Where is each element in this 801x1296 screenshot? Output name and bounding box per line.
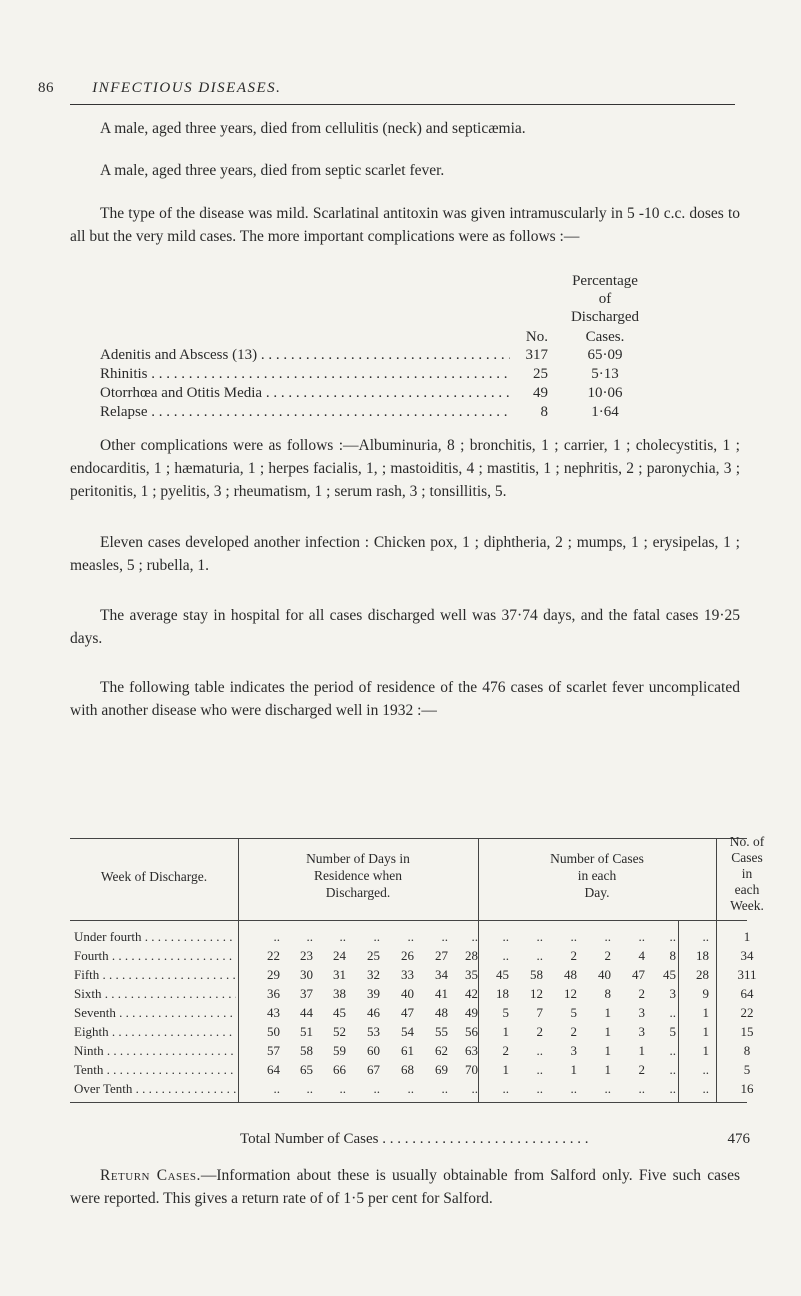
week-row-label: Sixth . . .	[74, 986, 236, 1002]
case-cell: 1	[702, 1005, 709, 1020]
case-cell: 5	[502, 1005, 509, 1020]
complication-no: 8	[510, 404, 548, 421]
day-cell: ..	[373, 929, 380, 944]
paragraph-6: The average stay in hospital for all cases discharged well was 37·74 days, and the fatal cases 19·25 days.	[70, 607, 740, 647]
case-cell: 1	[604, 1024, 611, 1039]
case-cell: 9	[702, 986, 709, 1001]
day-cell: 31	[333, 967, 346, 982]
header-no-line2: Cases	[731, 850, 763, 865]
case-cell: ..	[502, 1081, 509, 1096]
header-cases-each-week	[716, 834, 778, 914]
complication-label: Otorrhœa and Otitis Media . . .	[100, 385, 510, 402]
day-cell: 64	[267, 1062, 280, 1077]
day-cell: 50	[267, 1024, 280, 1039]
case-cell: ..	[669, 929, 676, 944]
day-cell: ..	[306, 929, 313, 944]
header-no-line3: in	[741, 866, 753, 881]
day-cell: 48	[435, 1005, 448, 1020]
complication-pct: 65·09	[587, 347, 623, 363]
day-cell: ..	[441, 1081, 448, 1096]
header-days-line1: Number of Days in	[306, 851, 410, 866]
day-cell: 56	[465, 1024, 478, 1039]
day-cell: 69	[435, 1062, 448, 1077]
day-cell: 43	[267, 1005, 280, 1020]
complication-pct: 5·13	[591, 366, 619, 382]
week-total-cell: 34	[740, 948, 754, 963]
discharge-week-table	[70, 834, 765, 1123]
case-cell: 2	[570, 1024, 577, 1039]
case-cell: 2	[502, 1043, 509, 1058]
case-cell: ..	[536, 1062, 543, 1077]
day-cell: 24	[333, 948, 346, 963]
case-cell: ..	[536, 929, 543, 944]
case-cell: ..	[604, 1081, 611, 1096]
case-cell: 3	[570, 1043, 577, 1058]
day-cell: 45	[333, 1005, 346, 1020]
day-cell: 34	[435, 967, 448, 982]
day-cell: 38	[333, 986, 346, 1001]
case-cell: ..	[702, 1081, 709, 1096]
day-cell: 22	[267, 948, 280, 963]
case-cell: 8	[669, 948, 676, 963]
case-cell: ..	[669, 1005, 676, 1020]
case-cell: 1	[604, 1005, 611, 1020]
header-cases-line2: in each	[577, 868, 617, 883]
paragraph-7: The following table indicates the period of residence of the 476 cases of scarlet fever uncomplicated with another disease who were discharged well in 1932 :—	[70, 679, 740, 719]
complication-no: 317	[510, 347, 548, 364]
day-cell: 33	[401, 967, 414, 982]
case-cell: 40	[598, 967, 611, 982]
day-cell: 49	[465, 1005, 478, 1020]
day-cell: 41	[435, 986, 448, 1001]
table-bottom-rule	[70, 1102, 747, 1103]
day-cell: 70	[465, 1062, 478, 1077]
case-cell: ..	[638, 929, 645, 944]
case-cell: 1	[502, 1024, 509, 1039]
day-cell: 61	[401, 1043, 414, 1058]
week-total-cell: 64	[740, 986, 754, 1001]
case-cell: ..	[502, 948, 509, 963]
case-cell: ..	[536, 1043, 543, 1058]
day-cell: 42	[465, 986, 478, 1001]
case-cell: ..	[536, 948, 543, 963]
total-leader: . . . . . . . . . . . . . . . . . . . . . . . . . . . .	[378, 1131, 589, 1147]
complication-row	[100, 404, 740, 426]
return-cases-paragraph	[70, 1164, 740, 1210]
header-rule	[70, 104, 735, 105]
case-cell: ..	[570, 1081, 577, 1096]
week-row-label: Fourth . . .	[74, 948, 236, 964]
pct-header-line1: Percentage	[572, 273, 638, 289]
day-cell: 39	[367, 986, 380, 1001]
case-cell: ..	[604, 929, 611, 944]
case-cell: 2	[536, 1024, 543, 1039]
day-cell: 63	[465, 1043, 478, 1058]
complication-label: Adenitis and Abscess (13) . . .	[100, 347, 510, 364]
week-row-label: Seventh . . .	[74, 1005, 236, 1021]
day-cell: ..	[273, 929, 280, 944]
table-top-rule	[70, 838, 747, 839]
total-line	[240, 1131, 760, 1148]
complication-pct: 1·64	[591, 404, 619, 420]
case-cell: 8	[604, 986, 611, 1001]
case-cell: 7	[536, 1005, 543, 1020]
pct-header-line2: of	[598, 291, 612, 307]
day-cell: ..	[273, 1081, 280, 1096]
day-cell: ..	[441, 929, 448, 944]
col-percentage-header	[555, 272, 655, 326]
header-week-of-discharge: Week of Discharge.	[100, 869, 208, 884]
case-cell: 2	[638, 986, 645, 1001]
week-row-label: Fifth . . .	[74, 967, 236, 983]
day-cell: 59	[333, 1043, 346, 1058]
day-cell: 29	[267, 967, 280, 982]
week-total-cell: 8	[743, 1043, 751, 1058]
case-cell: 1	[702, 1024, 709, 1039]
case-cell: 12	[530, 986, 543, 1001]
paragraph-2: A male, aged three years, died from septic scarlet fever.	[100, 162, 445, 179]
case-cell: ..	[702, 929, 709, 944]
day-cell: 23	[300, 948, 313, 963]
case-cell: 58	[530, 967, 543, 982]
complication-label: Relapse . . .	[100, 404, 510, 421]
return-cases-text: —Information about these is usually obtainable from Salford only. Five such cases were reported. This gives a return rate of of 1·5 per cent for Salford.	[70, 1167, 740, 1207]
week-total-cell: 1	[743, 929, 751, 944]
header-no-line4: each	[734, 882, 760, 897]
day-cell: ..	[373, 1081, 380, 1096]
header-cases-each-day	[478, 850, 716, 901]
paragraph-5: Eleven cases developed another infection : Chicken pox, 1 ; diphtheria, 2 ; mumps, 1 ; erysipelas, 1 ; measles, 5 ; rubella, 1.	[70, 534, 740, 574]
day-cell: 35	[465, 967, 478, 982]
week-row-label: Tenth . . .	[74, 1062, 236, 1078]
day-cell: 47	[401, 1005, 414, 1020]
day-cell: 40	[401, 986, 414, 1001]
case-cell: 2	[604, 948, 611, 963]
case-cell: 18	[496, 986, 509, 1001]
day-cell: 65	[300, 1062, 313, 1077]
day-cell: ..	[471, 929, 478, 944]
case-cell: ..	[669, 1043, 676, 1058]
complication-pct: 10·06	[587, 385, 623, 401]
case-cell: 3	[638, 1024, 645, 1039]
day-cell: 67	[367, 1062, 380, 1077]
case-cell: 12	[564, 986, 577, 1001]
case-cell: ..	[570, 929, 577, 944]
case-cell: 2	[570, 948, 577, 963]
header-cases-line1: Number of Cases	[550, 851, 644, 866]
day-cell: 62	[435, 1043, 448, 1058]
case-cell: 3	[638, 1005, 645, 1020]
col-cases-header: Cases.	[585, 329, 625, 345]
day-cell: 46	[367, 1005, 380, 1020]
case-cell: 5	[669, 1024, 676, 1039]
page-header	[38, 80, 281, 97]
paragraph-1: A male, aged three years, died from cellulitis (neck) and septicæmia.	[100, 120, 526, 137]
header-days-line3: Discharged.	[325, 885, 391, 900]
day-cell: 36	[267, 986, 280, 1001]
header-days-in-residence	[238, 850, 478, 901]
day-cell: 27	[435, 948, 448, 963]
day-cell: 52	[333, 1024, 346, 1039]
week-total-cell: 22	[740, 1005, 754, 1020]
case-cell: 47	[632, 967, 645, 982]
case-cell: ..	[536, 1081, 543, 1096]
day-cell: 37	[300, 986, 313, 1001]
case-cell: 1	[702, 1043, 709, 1058]
day-cell: ..	[306, 1081, 313, 1096]
day-cell: 53	[367, 1024, 380, 1039]
case-cell: 1	[604, 1043, 611, 1058]
day-cell: 58	[300, 1043, 313, 1058]
day-cell: 44	[300, 1005, 313, 1020]
week-row-label: Eighth . . .	[74, 1024, 236, 1040]
day-cell: ..	[339, 1081, 346, 1096]
day-cell: ..	[407, 929, 414, 944]
header-cases-line3: Day.	[584, 885, 610, 900]
case-cell: 1	[638, 1043, 645, 1058]
header-no-line1: No. of	[729, 834, 765, 849]
paragraph-3: The type of the disease was mild. Scarlatinal antitoxin was given intramuscularly in 5 -10 c.c. doses to all but the very mild cases. The more important complications were as follows :—	[70, 205, 740, 245]
page-number: 86	[38, 80, 54, 96]
day-cell: 51	[300, 1024, 313, 1039]
case-cell: 45	[663, 967, 676, 982]
week-row-label: Over Tenth . . .	[74, 1081, 236, 1097]
header-no-line5: Week.	[730, 898, 764, 913]
case-cell: 1	[570, 1062, 577, 1077]
case-cell: ..	[669, 1081, 676, 1096]
day-cell: 25	[367, 948, 380, 963]
total-label: Total Number of Cases	[240, 1131, 379, 1147]
week-total-cell: 15	[740, 1024, 754, 1039]
case-cell: 45	[496, 967, 509, 982]
day-cell: ..	[471, 1081, 478, 1096]
case-cell: 5	[570, 1005, 577, 1020]
case-cell: 48	[564, 967, 577, 982]
complication-no: 25	[510, 366, 548, 383]
day-cell: 26	[401, 948, 414, 963]
day-cell: 66	[333, 1062, 346, 1077]
day-cell: 60	[367, 1043, 380, 1058]
return-cases-heading: Return Cases.	[100, 1167, 201, 1184]
total-value: 476	[700, 1131, 750, 1148]
day-cell: ..	[407, 1081, 414, 1096]
running-title: INFECTIOUS DISEASES.	[92, 80, 282, 96]
day-cell: 57	[267, 1043, 280, 1058]
day-cell: 68	[401, 1062, 414, 1077]
week-total-cell: 5	[743, 1062, 751, 1077]
col-no-header: No.	[525, 329, 548, 345]
complication-label: Rhinitis . . .	[100, 366, 510, 383]
complication-no: 49	[510, 385, 548, 402]
week-total-cell: 311	[737, 967, 757, 982]
case-cell: ..	[638, 1081, 645, 1096]
day-cell: 28	[465, 948, 478, 963]
case-cell: 18	[696, 948, 709, 963]
day-cell: 30	[300, 967, 313, 982]
case-cell: ..	[702, 1062, 709, 1077]
header-days-line2: Residence when	[313, 868, 403, 883]
case-cell: 28	[696, 967, 709, 982]
case-cell: ..	[502, 929, 509, 944]
case-cell: 2	[638, 1062, 645, 1077]
case-cell: ..	[669, 1062, 676, 1077]
paragraph-4: Other complications were as follows :—Albuminuria, 8 ; bronchitis, 1 ; carrier, 1 ; cholecystitis, 1 ; endocarditis, 1 ; hæmaturia, 1 ; herpes facialis, 1, ; mastoiditis, 4 ; mastitis, 1 ; nephritis, 2 ; paronychia, 3 ; peritonitis, 1 ; pyelitis, 3 ; rheumatism, 1 ; serum rash, 3 ; tonsillitis, 5.	[70, 437, 740, 500]
case-cell: 3	[669, 986, 676, 1001]
week-row-label: Under fourth . . .	[74, 929, 236, 945]
week-row-label: Ninth . . .	[74, 1043, 236, 1059]
day-cell: 32	[367, 967, 380, 982]
case-cell: 4	[638, 948, 645, 963]
week-total-cell: 16	[740, 1081, 754, 1096]
day-cell: 54	[401, 1024, 414, 1039]
day-cell: ..	[339, 929, 346, 944]
case-cell: 1	[502, 1062, 509, 1077]
table-header-rule	[70, 920, 747, 921]
pct-header-line3: Discharged	[570, 309, 640, 325]
day-cell: 55	[435, 1024, 448, 1039]
case-cell: 1	[604, 1062, 611, 1077]
